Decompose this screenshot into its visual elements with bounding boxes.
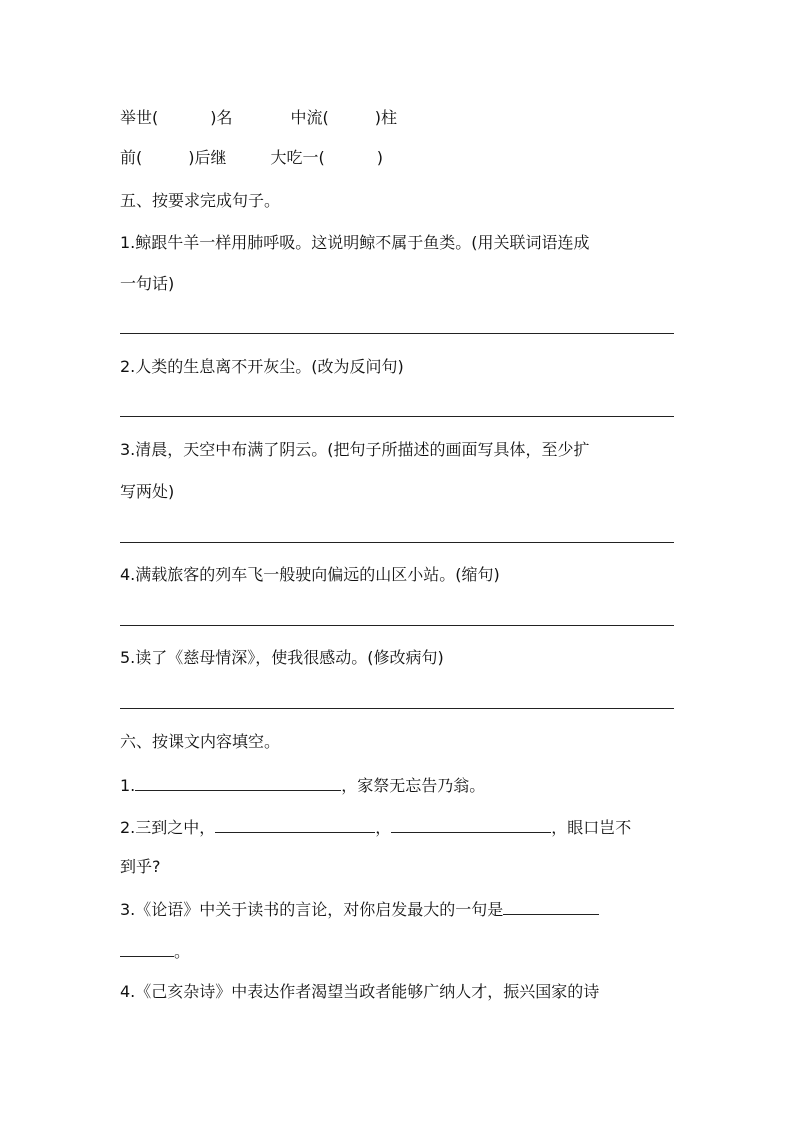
idiom-4-prefix: 大吃一( [270, 148, 325, 167]
question-5-3-line-2: 写两处) [120, 482, 175, 501]
answer-line-5-1[interactable] [120, 333, 674, 334]
question-6-2 [120, 816, 631, 838]
idiom-1-suffix: )名 [210, 108, 233, 127]
idiom-2-prefix: 中流( [290, 108, 329, 127]
question-6-2-suffix: ，眼口岂不 [551, 818, 632, 837]
question-5-2: 2.人类的生息离不开灰尘。(改为反问句) [120, 357, 404, 376]
question-6-1-prefix: 1. [120, 776, 136, 795]
fill-blank-6-2a[interactable] [215, 816, 375, 833]
answer-line-5-5[interactable] [120, 708, 674, 709]
fill-blank-6-2b[interactable] [391, 816, 551, 833]
idiom-3-prefix: 前( [120, 148, 143, 167]
answer-line-5-3[interactable] [120, 542, 674, 543]
idiom-row-1 [120, 108, 397, 128]
question-6-4-line-1: 4.《己亥杂诗》中表达作者渴望当政者能够广纳人才，振兴国家的诗 [120, 982, 600, 1001]
idiom-row-2 [120, 148, 383, 168]
question-6-2-line-2: 到乎? [120, 857, 161, 876]
question-5-3-line-1: 3.清晨，天空中布满了阴云。(把句子所描述的画面写具体，至少扩 [120, 440, 590, 459]
answer-line-5-4[interactable] [120, 625, 674, 626]
idiom-4-suffix: ) [376, 148, 383, 167]
question-6-1 [120, 774, 485, 796]
fill-blank-6-3a[interactable] [503, 898, 599, 915]
question-6-3-text: 3.《论语》中关于读书的言论，对你启发最大的一句是 [120, 900, 504, 919]
idiom-2-suffix: )柱 [374, 108, 397, 127]
fill-blank-6-1[interactable] [135, 774, 341, 791]
question-5-1-line-1: 1.鲸跟牛羊一样用肺呼吸。这说明鲸不属于鱼类。(用关联词语连成 [120, 233, 590, 252]
question-6-3-end: 。 [174, 942, 191, 961]
question-6-3 [120, 898, 599, 920]
section-5-heading: 五、按要求完成句子。 [120, 191, 281, 210]
question-5-4: 4.满载旅客的列车飞一般驶向偏远的山区小站。(缩句) [120, 565, 500, 584]
question-6-1-suffix: ，家祭无忘告乃翁。 [341, 776, 486, 795]
question-6-3-line-2 [120, 940, 190, 962]
question-5-5: 5.读了《慈母情深》，使我很感动。(修改病句) [120, 648, 444, 667]
answer-line-5-2[interactable] [120, 416, 674, 417]
idiom-1-prefix: 举世( [120, 108, 159, 127]
idiom-3-suffix: )后继 [188, 148, 227, 167]
question-5-1-line-2: 一句话) [120, 274, 175, 293]
question-6-2-mid: ， [375, 818, 392, 837]
question-6-2-prefix: 2.三到之中， [120, 818, 216, 837]
fill-blank-6-3b[interactable] [120, 940, 174, 957]
section-6-heading: 六、按课文内容填空。 [120, 732, 281, 751]
